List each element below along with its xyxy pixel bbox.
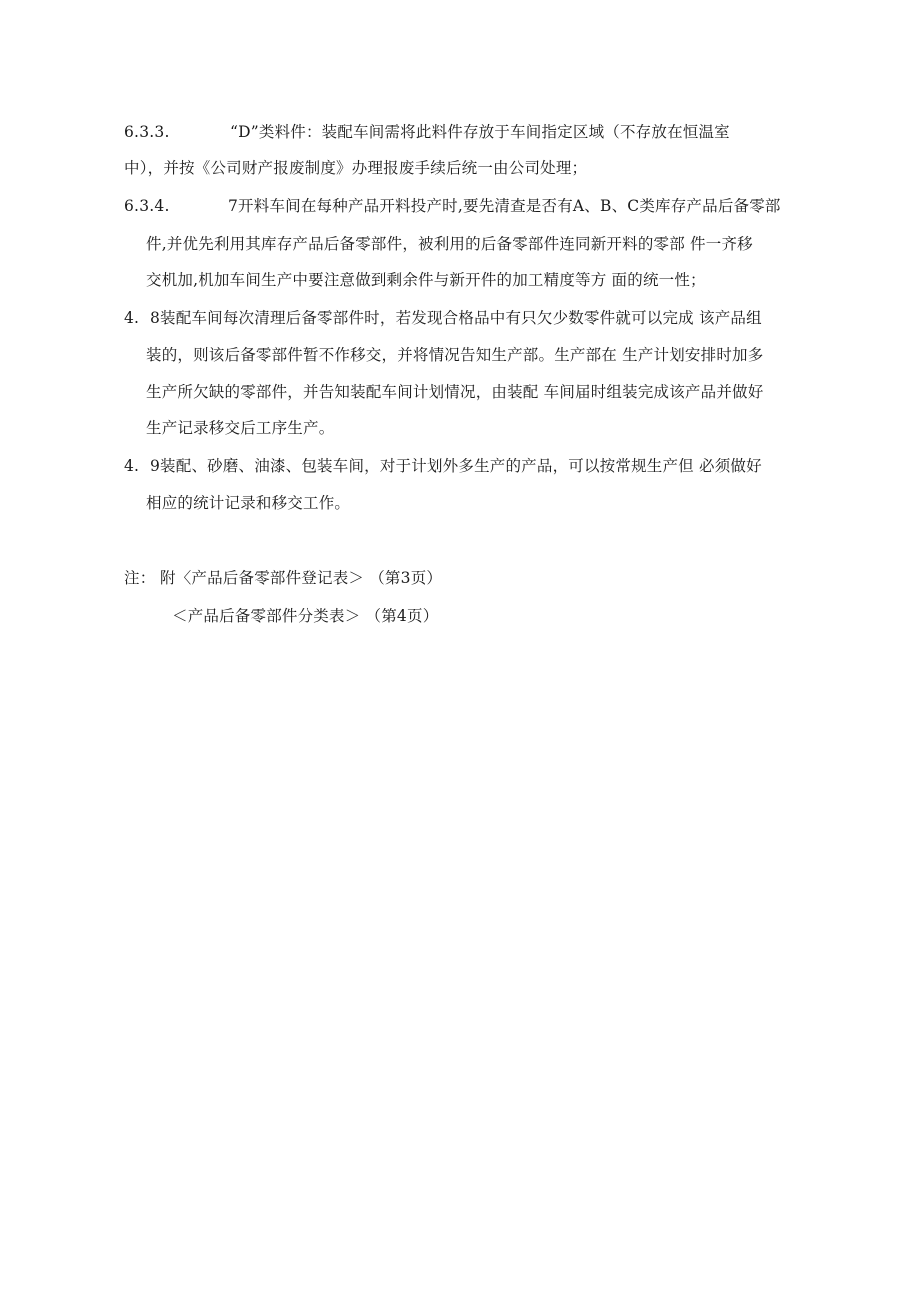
clause-text-line: 7开料车间在每种产品开料投产时,要先清查是否有A、B、C类库存产品后备零部 [228, 197, 781, 215]
clause-text-line: 生产所欠缺的零部件，并告知装配车间计划情况，由装配 车间届时组装完成该产品并做好 [146, 383, 764, 401]
clause-text-line: 8装配车间每次清理后备零部件时，若发现合格品中有只欠少数零件就可以完成 该产品组 [150, 309, 762, 327]
clause-text-line: 9装配、砂磨、油漆、包装车间，对于计划外多生产的产品，可以按常规生产但 必须做好 [150, 457, 762, 475]
note-line-2: ＜产品后备零部件分类表＞ （第4页） [172, 607, 439, 625]
clause-number: 6.3.3. [124, 123, 170, 141]
clause-number: 6.3.4. [124, 197, 170, 215]
note-line-1: 附〈产品后备零部件登记表＞ （第3页） [160, 569, 443, 587]
clause-text-line: 中），并按《公司财产报废制度》办理报废手续后统一由公司处理； [124, 159, 588, 177]
clause-number: 4. [124, 457, 140, 475]
clause-text-line: “D”类料件：装配车间需将此料件存放于车间指定区域（不存放在恒温室 [230, 123, 730, 141]
clause-text-line: 件,并优先利用其库存产品后备零部件，被利用的后备零部件连同新开料的零部 件一齐移 [146, 235, 753, 253]
clause-text-line: 交机加,机加车间生产中要注意做到剩余件与新开件的加工精度等方 面的统一性； [146, 271, 706, 289]
clause-text-line: 装的，则该后备零部件暂不作移交，并将情况告知生产部。生产部在 生产计划安排时加多 [146, 346, 764, 364]
clause-text-line: 生产记录移交后工序生产。 [146, 419, 335, 437]
clause-number: 4. [124, 309, 140, 327]
clause-text-line: 相应的统计记录和移交工作。 [146, 494, 351, 512]
note-label: 注： [124, 569, 156, 587]
